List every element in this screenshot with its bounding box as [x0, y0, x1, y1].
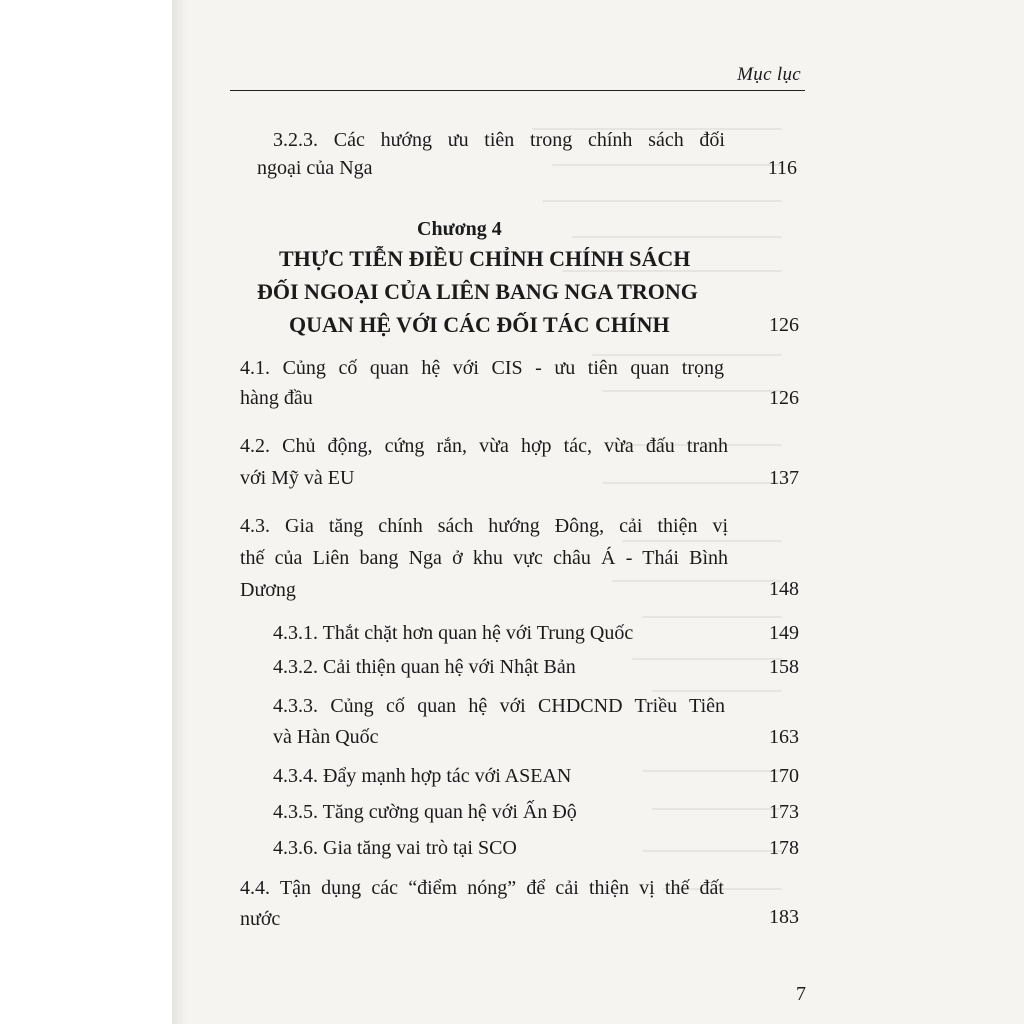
toc-entry-line: 4.2. Chủ động, cứng rắn, vừa hợp tác, vừa đấu tranh: [240, 435, 728, 457]
toc-entry-line: 3.2.3. Các hướng ưu tiên trong chính sách đối: [273, 129, 725, 151]
book-page: [172, 0, 1024, 1024]
toc-entry-line: ngoại của Nga: [257, 157, 373, 179]
toc-page-number: 173: [769, 801, 799, 823]
toc-entry-line: với Mỹ và EU: [240, 467, 355, 489]
toc-entry-line: 4.3.2. Cải thiện quan hệ với Nhật Bản: [273, 656, 576, 678]
toc-page-number: 116: [767, 157, 797, 179]
toc-entry-line: 4.3.3. Củng cố quan hệ với CHDCND Triều Tiên: [273, 695, 725, 717]
chapter-title-line: ĐỐI NGOẠI CỦA LIÊN BANG NGA TRONG: [257, 279, 698, 304]
toc-page-number: 126: [769, 314, 799, 336]
toc-entry-line: 4.3.1. Thắt chặt hơn quan hệ với Trung Quốc: [273, 622, 634, 644]
chapter-title-line: THỰC TIỄN ĐIỀU CHỈNH CHÍNH SÁCH: [279, 246, 691, 271]
header-title: Mục lục: [737, 64, 801, 85]
toc-entry-line: nước: [240, 908, 281, 930]
toc-page-number: 149: [769, 622, 799, 644]
toc-page-number: 163: [769, 726, 799, 748]
toc-entry-line: hàng đầu: [240, 387, 313, 409]
chapter-title-line: QUAN HỆ VỚI CÁC ĐỐI TÁC CHÍNH: [289, 312, 670, 337]
toc-entry-line: 4.3.5. Tăng cường quan hệ với Ấn Độ: [273, 801, 577, 823]
toc-page-number: 126: [769, 387, 799, 409]
toc-page-number: 148: [769, 578, 799, 600]
toc-page-number: 178: [769, 837, 799, 859]
toc-entry-line: và Hàn Quốc: [273, 726, 379, 748]
page-number: 7: [796, 983, 806, 1005]
toc-entry-line: 4.1. Củng cố quan hệ với CIS - ưu tiên quan trọng: [240, 357, 724, 379]
table-of-contents: [172, 0, 1024, 1024]
toc-page-number: 183: [769, 906, 799, 928]
toc-page-number: 137: [769, 467, 799, 489]
toc-entry-line: 4.3.6. Gia tăng vai trò tại SCO: [273, 837, 517, 859]
toc-page-number: 170: [769, 765, 799, 787]
toc-entry-line: 4.3. Gia tăng chính sách hướng Đông, cải thiện vị: [240, 515, 728, 537]
chapter-label: Chương 4: [417, 218, 502, 240]
toc-entry-line: thế của Liên bang Nga ở khu vực châu Á - Thái Bình: [240, 547, 728, 569]
toc-entry-line: 4.3.4. Đẩy mạnh hợp tác với ASEAN: [273, 765, 572, 787]
toc-entry-line: 4.4. Tận dụng các “điểm nóng” để cải thiện vị thế đất: [240, 877, 724, 899]
toc-entry-line: Dương: [240, 579, 296, 601]
toc-page-number: 158: [769, 656, 799, 678]
